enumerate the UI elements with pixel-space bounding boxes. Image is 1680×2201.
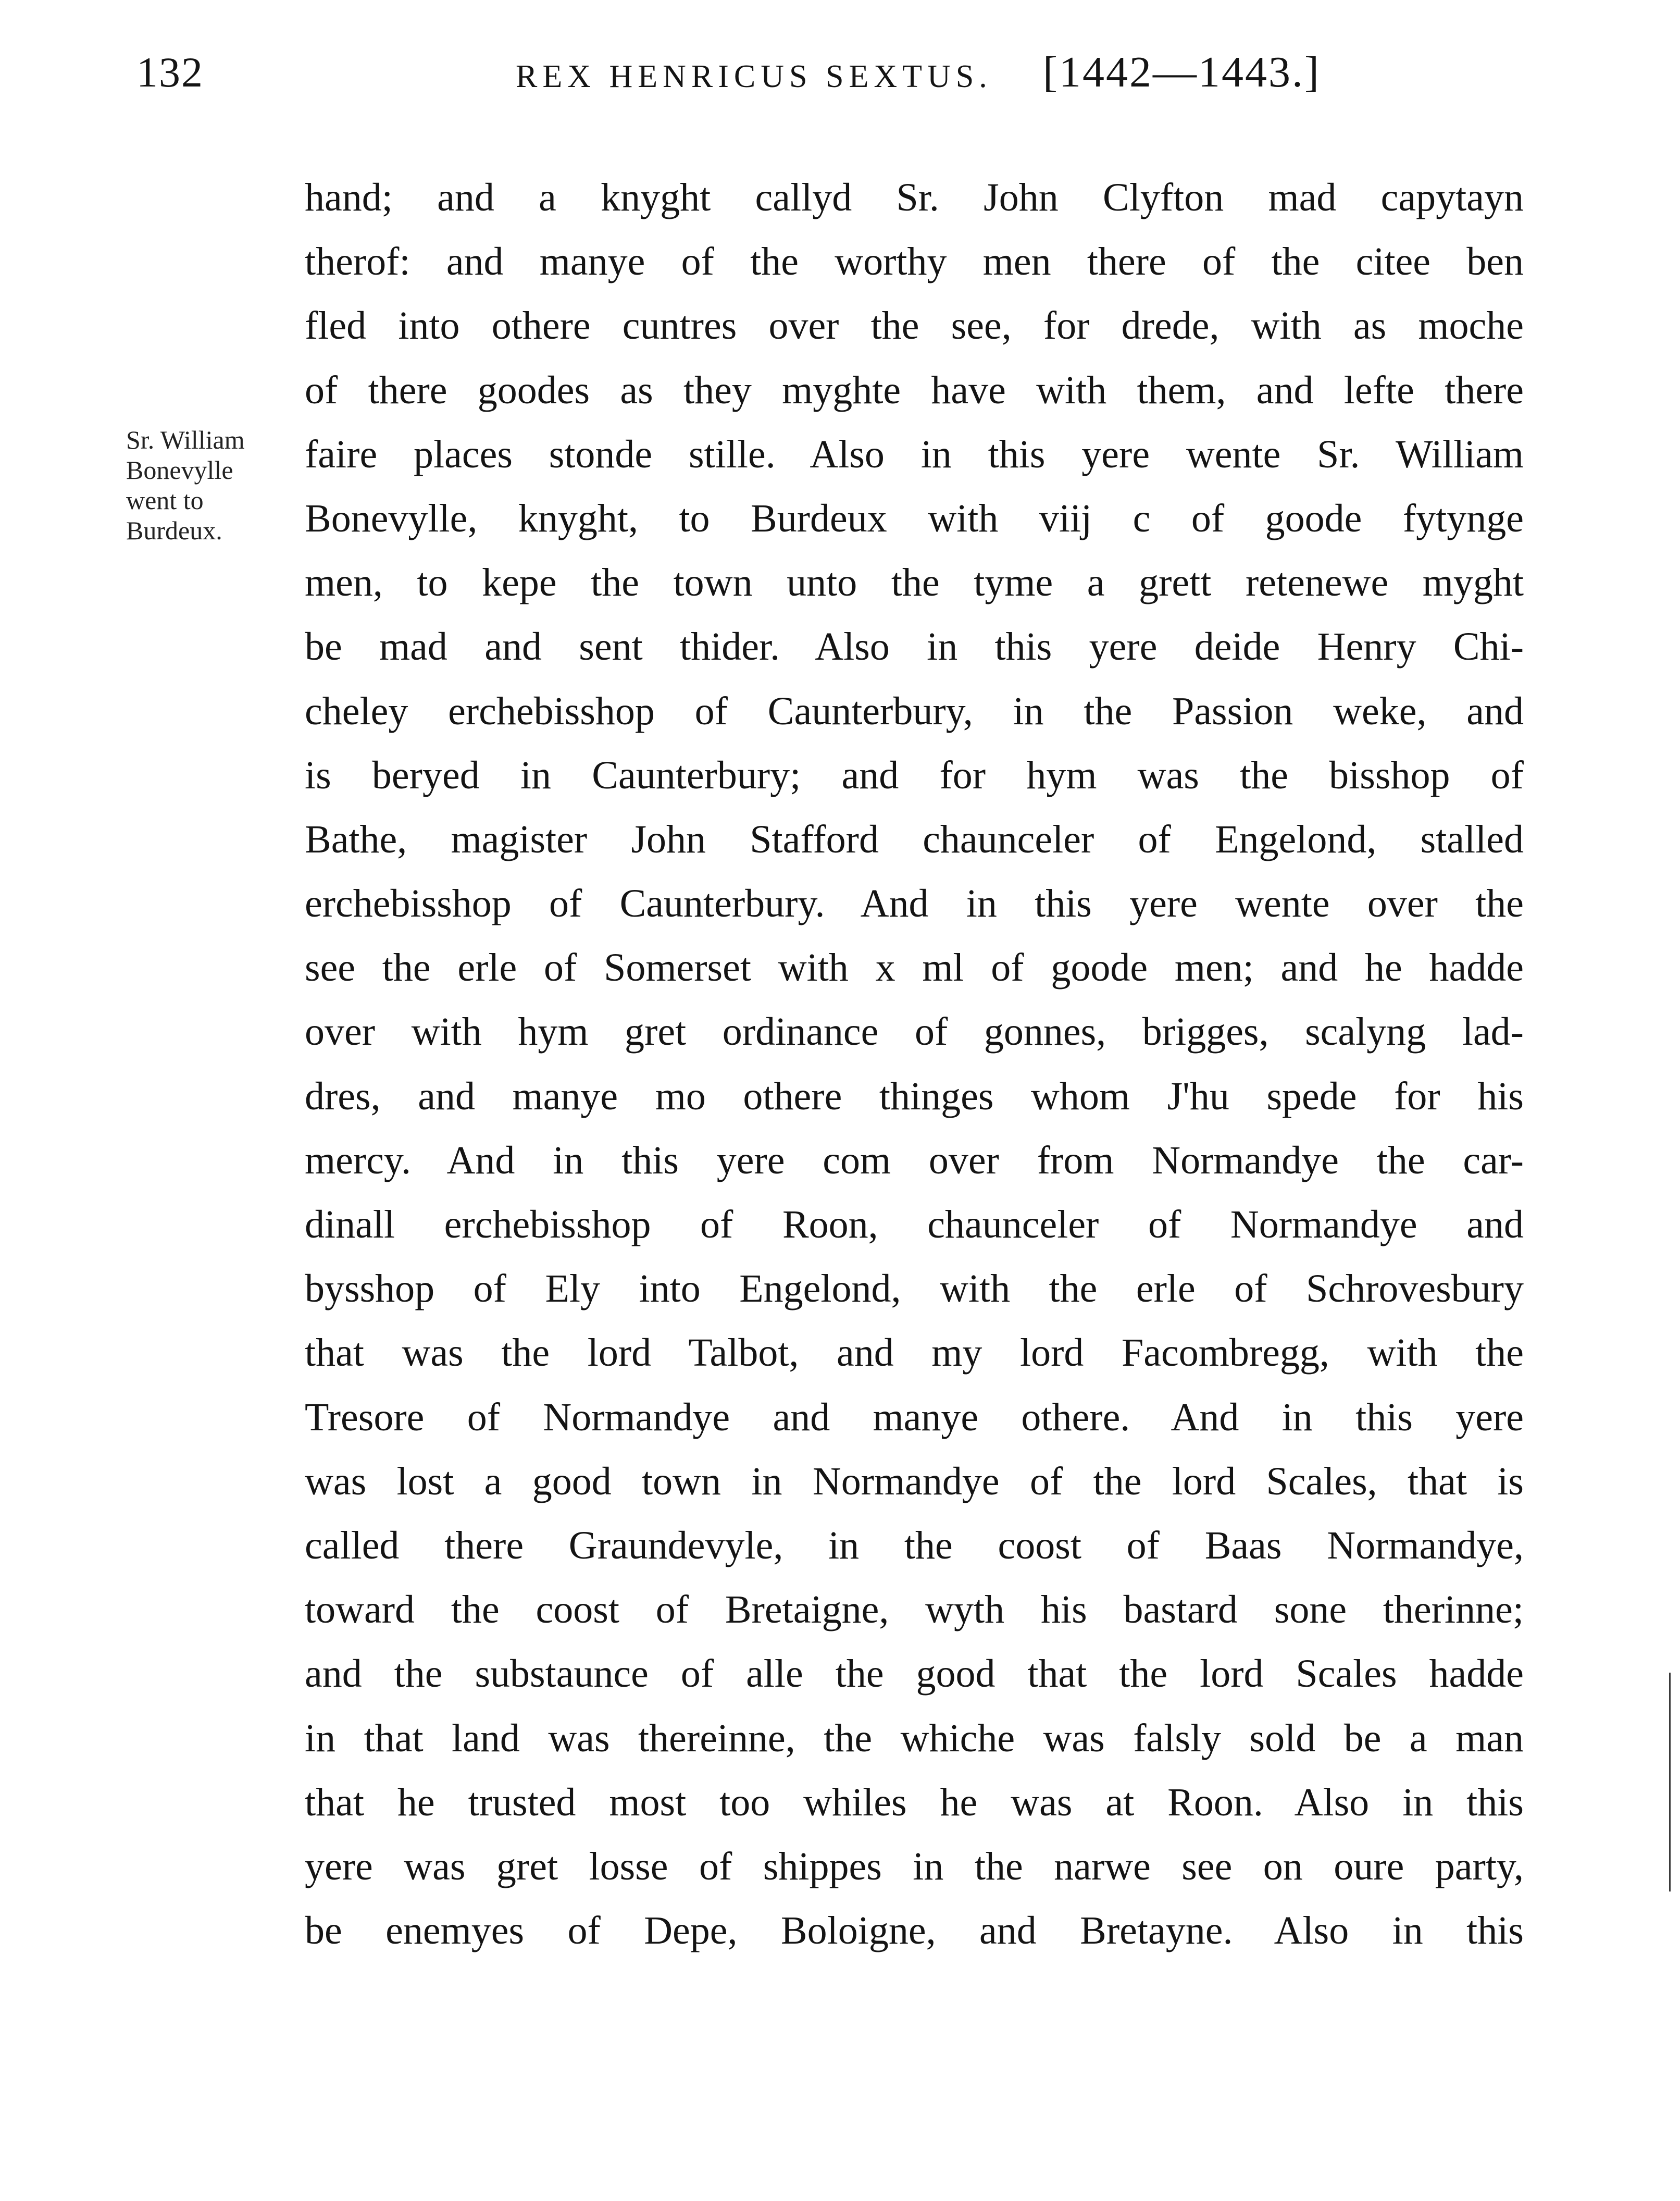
text-line: mercy. And in this yere com over from Normandye the car- [305, 1138, 1524, 1182]
text-line: called there Graundevyle, in the coost of Baas Normandye, [305, 1523, 1524, 1567]
text-line: Tresore of Normandye and manye othere. And in this yere [305, 1395, 1524, 1439]
margin-note-line: Sr. William [126, 425, 245, 454]
text-line: hand; and a knyght callyd Sr. John Clyfton mad capytayn [305, 176, 1524, 219]
text-line: dinall erchebisshop of Roon, chaunceler of Normandye and [305, 1203, 1524, 1246]
text-line: of there goodes as they myghte have with them, and lefte there [305, 368, 1524, 412]
margin-note-line: Burdeux. [126, 516, 222, 545]
text-line: bysshop of Ely into Engelond, with the erle of Schrovesbury [305, 1267, 1524, 1311]
scan-edge-mark [1669, 1673, 1671, 1891]
text-line: be mad and sent thider. Also in this yere deide Henry Chi- [305, 625, 1524, 669]
text-line: over with hym gret ordinance of gonnes, brigges, scalyng lad- [305, 1010, 1524, 1054]
text-line: Bathe, magister John Stafford chaunceler of Engelond, stalled [305, 817, 1524, 861]
year-range: [1442—1443.] [1043, 48, 1321, 96]
body-text [305, 166, 1524, 1963]
text-line: cheley erchebisshop of Caunterbury, in the Passion weke, and [305, 689, 1524, 733]
text-line: toward the coost of Bretaigne, wyth his bastard sone therinne; [305, 1588, 1524, 1632]
text-line: is beryed in Caunterbury; and for hym was the bisshop of [305, 753, 1524, 797]
page-number: 132 [136, 48, 204, 96]
text-line: dres, and manye mo othere thinges whom J'hu spede for his [305, 1074, 1524, 1118]
text-line: yere was gret losse of shippes in the narwe see on oure party, [305, 1844, 1524, 1888]
text-line: therof: and manye of the worthy men there of the citee ben [305, 240, 1524, 284]
text-line: men, to kepe the town unto the tyme a grett retenewe myght [305, 561, 1524, 605]
text-line: was lost a good town in Normandye of the lord Scales, that is [305, 1459, 1524, 1503]
text-line: in that land was thereinne, the whiche was falsly sold be a man [305, 1716, 1524, 1760]
running-title [516, 48, 1321, 96]
text-line: and the substaunce of alle the good that the lord Scales hadde [305, 1652, 1524, 1696]
text-line: see the erle of Somerset with x ml of goode men; and he hadde [305, 946, 1524, 990]
text-line: erchebisshop of Caunterbury. And in this yere wente over the [305, 882, 1524, 926]
text-line: that he trusted most too whiles he was at Roon. Also in this [305, 1780, 1524, 1824]
margin-note [126, 425, 282, 546]
text-line: faire places stonde stille. Also in this yere wente Sr. William [305, 432, 1524, 476]
margin-note-line: went to [126, 486, 204, 515]
text-line: Bonevylle, knyght, to Burdeux with viij c of goode fytynge [305, 496, 1524, 540]
text-line: fled into othere cuntres over the see, for drede, with as moche [305, 304, 1524, 348]
text-line: that was the lord Talbot, and my lord Facombregg, with the [305, 1331, 1524, 1375]
text-line: be enemyes of Depe, Boloigne, and Bretayne. Also in this [305, 1909, 1524, 1953]
running-title-text: REX HENRICUS SEXTUS. [516, 59, 992, 94]
margin-note-line: Bonevylle [126, 455, 233, 485]
